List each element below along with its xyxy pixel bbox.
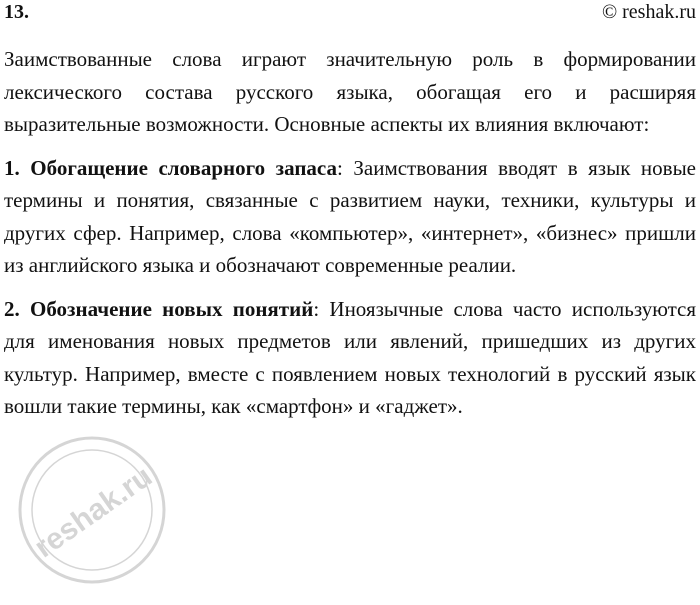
item-separator: : <box>313 296 320 321</box>
item-number: 2. <box>4 296 20 321</box>
item-term: Обозначение новых понятий <box>30 296 314 321</box>
item-text: Заимствования вводят в язык новые термины и понятия, связанные с развитием науки, техники, культуры и других сфер. Например, слова «компьютер», «интернет», «бизнес» пришли из английского языка и обозначают современные реалии. <box>4 155 697 277</box>
item-text: Иноязычные слова часто используются для именования новых предметов или явлений, пришедших из других культур. Например, вместе с появлением новых технологий в русский язык вошли такие термины, как «смартфон» и «гаджет». <box>4 296 697 418</box>
watermark-text: reshak.ru <box>28 459 159 565</box>
item-separator: : <box>337 155 343 180</box>
item-term: Обогащение словарного запаса <box>30 155 337 180</box>
list-item-new-concepts <box>4 293 696 423</box>
document-page <box>4 0 696 605</box>
intro-paragraph: Заимствованные слова играют значительную роль в формировании лексического состава русского языка, обогащая его и расширяя выразительные возможности. Основные аспекты их влияния включают: <box>4 47 696 136</box>
page-header <box>4 0 696 30</box>
item-number: 1. <box>4 155 20 180</box>
list-item-enrichment <box>4 152 696 282</box>
copyright-notice: © reshak.ru <box>601 1 696 23</box>
task-number: 13. <box>4 1 29 23</box>
